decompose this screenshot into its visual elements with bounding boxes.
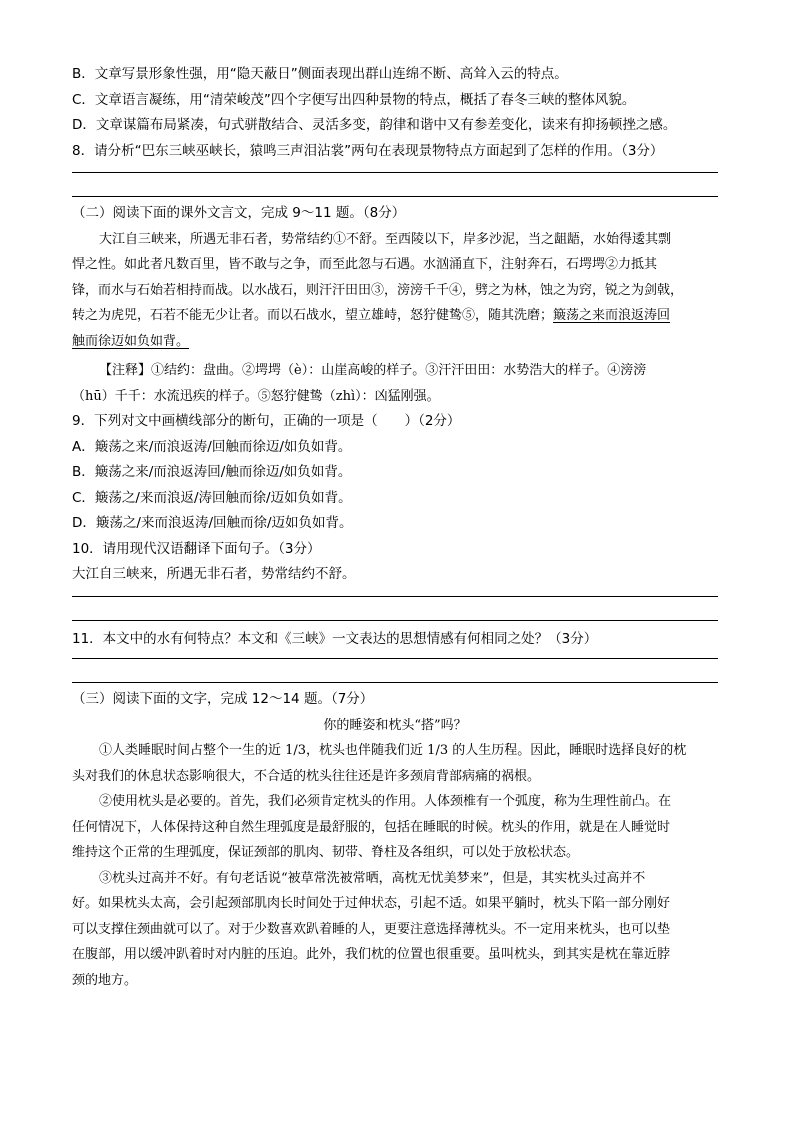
article-line: 头对我们的休息状态影响很大，不合适的枕头往往还是许多颈肩背部病痛的祸根。	[72, 768, 541, 784]
article-line: 任何情况下，人体保持这种自然生理弧度是最舒服的，包括在睡眠的时候。枕头的作用，就是在人睡觉时	[72, 819, 671, 835]
passage-text: 转之为虎兕，石若不能无少让者。而以石战水，望立雄峙，怒狞健鸷⑤，随其洗磨；	[72, 308, 554, 323]
article-line: ①人类睡眠时间占整个一生的近 1/3，枕头也伴随我们近 1/3 的人生历程。因此，睡眠时选择良好的枕	[99, 743, 687, 758]
q7-option-c: C．文章语言凝练，用“清荣峻茂”四个字便写出四种景物的特点，概括了春冬三峡的整体风貌。	[72, 91, 636, 108]
annotation-notes: （hū）千千：水流迅疾的样子。⑤怒狞健鸷（zhì）：凶猛刚强。	[72, 388, 440, 404]
article-line: ③枕头过高并不好。有句老话说“被草常洗被常晒，高枕无忧美梦来”，但是，其实枕头过高并不	[99, 870, 646, 886]
article-title: 你的睡姿和枕头“搭”吗？	[323, 717, 467, 733]
q9-option-a: A．簸荡之来/而浪返涛/回触而徐迈/如负如背。	[72, 438, 352, 455]
article-line: 好。如果枕头太高，会引起颈部肌肉长时间处于过伸状态，引起不适。如果平躺时，枕头下陷一部分刚好	[72, 896, 671, 911]
passage-line: 锋，而水与石始若相持而战。以水战石，则汗汗田田③，滂滂千千④，劈之为林，蚀之为窍，锐之为剑戟，	[72, 282, 684, 298]
passage-line	[72, 303, 718, 329]
article-line: 在腹部，用以缓冲趴着时对内脏的压迫。此外，我们枕的位置也很重要。虽叫枕头，到其实是枕在靠近脖	[72, 947, 671, 962]
q11-question: 11．本文中的水有何特点？本文和《三峡》一文表达的思想情感有何相同之处？（3分）	[72, 630, 598, 647]
section-3-heading: （三）阅读下面的文字，完成 12～14 题。（7分）	[72, 691, 374, 707]
article-line: ②使用枕头是必要的。首先，我们必须肯定枕头的作用。人体颈椎有一个弧度，称为生理性前凸。在	[99, 794, 672, 809]
underlined-sentence: 簸荡之来而浪返涛回	[553, 308, 671, 323]
section-2-heading: （二）阅读下面的课外文言文，完成 9～11 题。（8分）	[72, 205, 406, 221]
passage-line	[72, 329, 718, 355]
q7-option-b: B．文章写景形象性强，用“隐天蔽日”侧面表现出群山连绵不断、高耸入云的特点。	[72, 66, 568, 82]
article-line: 可以支撑住颈曲就可以了。对于少数喜欢趴着睡的人，更要注意选择薄枕头。不一定用来枕头，也可以垫	[72, 921, 671, 937]
annotation-notes: 【注释】①结约：盘曲。②堮堮（è）：山崖高峻的样子。③汗汗田田：水势浩大的样子。④滂滂	[99, 363, 647, 378]
article-line: 维持这个正常的生理弧度，保证颈部的肌肉、韧带、脊柱及各组织，可以处于放松状态。	[72, 845, 580, 860]
q7-option-d: D．文章谋篇布局紧凑，句式骈散结合、灵活多变，韵律和谐中又有参差变化，读来有抑扬顿挫之感。	[72, 117, 677, 133]
q9-option-c: C．簸荡之/来而浪返/涛回触而徐/迈如负如背。	[72, 489, 352, 506]
passage-line: 悍之性。如此者凡数百里，皆不敢与之争，而至此忽与石遇。水汹涌直下，注射奔石，石堮堮②力抵其	[72, 257, 658, 272]
exam-page	[72, 62, 718, 993]
q9-question: 9．下列对文中画横线部分的断句，正确的一项是（ ）（2分）	[72, 413, 461, 429]
article-line: 颈的地方。	[72, 972, 138, 988]
q9-option-d: D．簸荡之/来而浪返涛/回触而徐/迈如负如背。	[72, 515, 353, 531]
q9-option-b: B．簸荡之来/而浪返涛回/触而徐迈/如负如背。	[72, 464, 352, 480]
q8-question: 8．请分析“巴东三峡巫峡长，猿鸣三声泪沾裳”两句在表现景物特点方面起到了怎样的作用。（3分）	[72, 142, 664, 159]
q10-question: 10．请用现代汉语翻译下面句子。（3分）	[72, 540, 321, 557]
passage-line: 大江自三峡来，所遇无非石者，势常结约①不舒。至西陵以下，岸多沙泥，当之龃龉，水始得逶其剽	[99, 231, 672, 247]
q10-sentence: 大江自三峡来，所遇无非石者，势常结约不舒。	[72, 566, 356, 582]
underlined-sentence-end: 触而徐迈如负如背。	[72, 333, 190, 349]
